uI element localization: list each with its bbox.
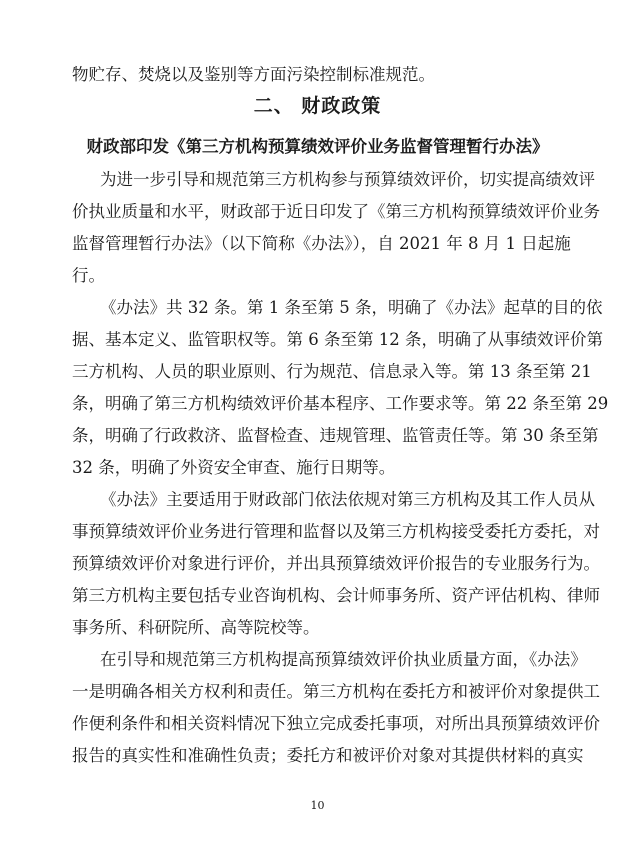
section-heading: 二、 财政政策: [253, 95, 382, 117]
paragraph-line: 事务所、科研院所、高等院校等。: [72, 618, 320, 637]
paragraph-line: 监督管理暂行办法》（以下简称《办法》），自 2021 年 8 月 1 日起施: [72, 234, 571, 253]
paragraph-line: 报告的真实性和准确性负责；委托方和被评价对象对其提供材料的真实: [72, 746, 584, 765]
paragraph-line: 在引导和规范第三方机构提高预算绩效评价执业质量方面，《办法》: [100, 650, 587, 669]
paragraph-line: 三方机构、人员的职业原则、行为规范、信息录入等。第 13 条至第 21: [72, 362, 592, 381]
paragraph-line: 据、基本定义、监管职权等。第 6 条至第 12 条，明确了从事绩效评价第: [72, 330, 603, 349]
top-continuation-line: 物贮存、焚烧以及鉴别等方面污染控制标准规范。: [72, 65, 435, 84]
paragraph-line: 条，明确了第三方机构绩效评价基本程序、工作要求等。第 22 条至第 29: [72, 394, 609, 413]
paragraph-line: 行。: [72, 266, 105, 285]
paragraph-line: 事预算绩效评价业务进行管理和监督以及第三方机构接受委托方委托，对: [72, 522, 600, 541]
page-number: 10: [310, 799, 325, 812]
paragraph-line: 价执业质量和水平，财政部于近日印发了《第三方机构预算绩效评价业务: [72, 202, 600, 221]
paragraph-line: 条，明确了行政救济、监督检查、违规管理、监管责任等。第 30 条至第: [72, 426, 599, 445]
paragraph-line: 第三方机构主要包括专业咨询机构、会计师事务所、资产评估机构、律师: [72, 586, 600, 605]
paragraph-line: 《办法》主要适用于财政部门依法依规对第三方机构及其工作人员从: [100, 490, 595, 509]
paragraph-line: 预算绩效评价对象进行评价，并出具预算绩效评价报告的专业服务行为。: [72, 554, 600, 573]
paragraph-line: 作便利条件和相关资料情况下独立完成委托事项，对所出具预算绩效评价: [72, 714, 600, 733]
paragraph-line: 《办法》共 32 条。第 1 条至第 5 条，明确了《办法》起草的目的依: [100, 298, 603, 317]
paragraph-line: 一是明确各相关方权利和责任。第三方机构在委托方和被评价对象提供工: [72, 682, 600, 701]
paragraph-line: 32 条，明确了外资安全审查、施行日期等。: [72, 458, 396, 477]
paragraph-line: 为进一步引导和规范第三方机构参与预算绩效评价，切实提高绩效评: [100, 170, 595, 189]
article-title: 财政部印发《第三方机构预算绩效评价业务监督管理暂行办法》: [86, 137, 549, 156]
